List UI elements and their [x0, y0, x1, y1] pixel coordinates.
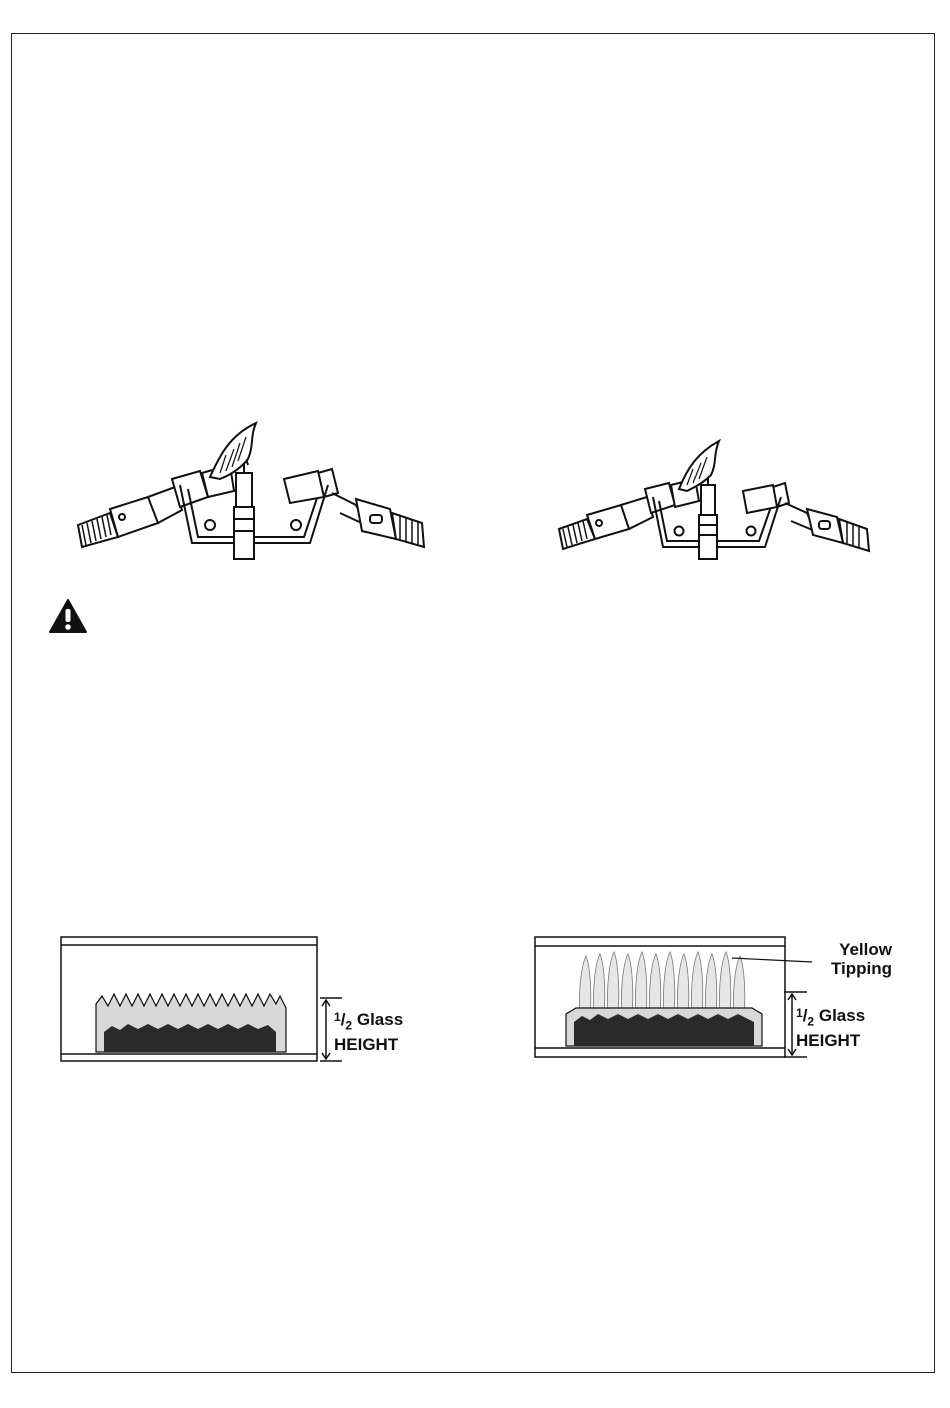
warning-triangle-icon: [48, 598, 88, 634]
pilot-burner-right-illustration: [555, 435, 885, 565]
flame-diagram-right: [532, 934, 812, 1064]
half-glass-height-label-right: $^1/_2$ Glass HEIGHT: [796, 1006, 866, 1051]
half-glass-height-label-left: $^1/_2$ Glass HEIGHT: [334, 1010, 404, 1055]
pilot-burner-left-illustration: [70, 415, 440, 565]
page-border: [11, 33, 935, 1373]
yellow-tipping-label: Yellow Tipping: [830, 940, 892, 978]
flame-diagram-left: [58, 934, 348, 1064]
